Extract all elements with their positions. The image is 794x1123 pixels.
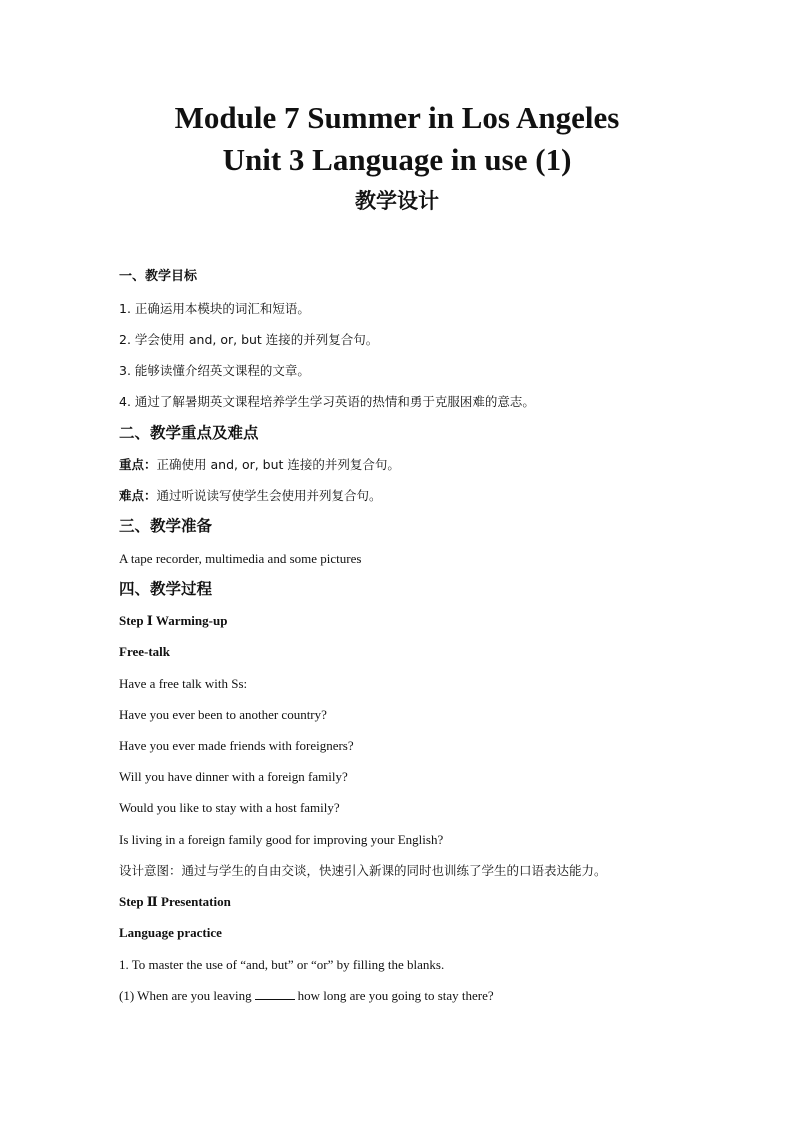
practice-instruction: 1. To master the use of “and, but” or “or” by filling the blanks. [119, 957, 445, 972]
difficult-point-text: 通过听说读写使学生会使用并列复合句。 [156, 488, 382, 503]
freetalk-line-2: Have you ever been to another country? [119, 707, 327, 722]
preparation-text: A tape recorder, multimedia and some pictures [119, 551, 362, 566]
practice-question-1 [119, 987, 494, 1005]
document-title-module: Module 7 Summer in Los Angeles [174, 100, 620, 135]
section-heading-preparation: 三、教学准备 [119, 517, 213, 535]
difficult-point-line [119, 487, 382, 505]
fill-in-blank [255, 988, 295, 1000]
freetalk-line-6: Is living in a foreign family good for improving your English? [119, 832, 444, 847]
question-1-after: how long are you going to stay there? [297, 988, 494, 1003]
document-subtitle: 教学设计 [355, 189, 439, 213]
freetalk-line-3: Have you ever made friends with foreigners? [119, 738, 354, 753]
key-point-text: 正确使用 and, or, but 连接的并列复合句。 [156, 457, 400, 472]
language-practice-title: Language practice [119, 925, 222, 940]
design-intent: 设计意图：通过与学生的自由交谈，快速引入新课的同时也训练了学生的口语表达能力。 [119, 863, 607, 878]
difficult-point-label: 难点： [119, 488, 157, 503]
freetalk-line-4: Will you have dinner with a foreign family? [119, 769, 348, 784]
step1-title: Step Ⅰ Warming-up [119, 613, 228, 628]
step2-title: Step Ⅱ Presentation [119, 894, 231, 909]
objective-item-3: 3. 能够读懂介绍英文课程的文章。 [119, 363, 310, 378]
freetalk-line-1: Have a free talk with Ss: [119, 676, 248, 691]
key-point-label: 重点： [119, 457, 157, 472]
freetalk-title: Free-talk [119, 644, 171, 659]
question-1-before: (1) When are you leaving [119, 988, 252, 1003]
section-heading-objectives: 一、教学目标 [119, 269, 198, 284]
freetalk-line-5: Would you like to stay with a host family? [119, 800, 340, 815]
objective-item-2: 2. 学会使用 and, or, but 连接的并列复合句。 [119, 332, 379, 347]
objective-item-1: 1. 正确运用本模块的词汇和短语。 [119, 301, 310, 316]
section-heading-process: 四、教学过程 [119, 580, 213, 598]
key-point-line [119, 456, 400, 474]
document-title-unit: Unit 3 Language in use (1) [222, 142, 572, 177]
section-heading-key-points: 二、教学重点及难点 [119, 424, 259, 442]
objective-item-4: 4. 通过了解暑期英文课程培养学生学习英语的热情和勇于克服困难的意志。 [119, 394, 535, 409]
